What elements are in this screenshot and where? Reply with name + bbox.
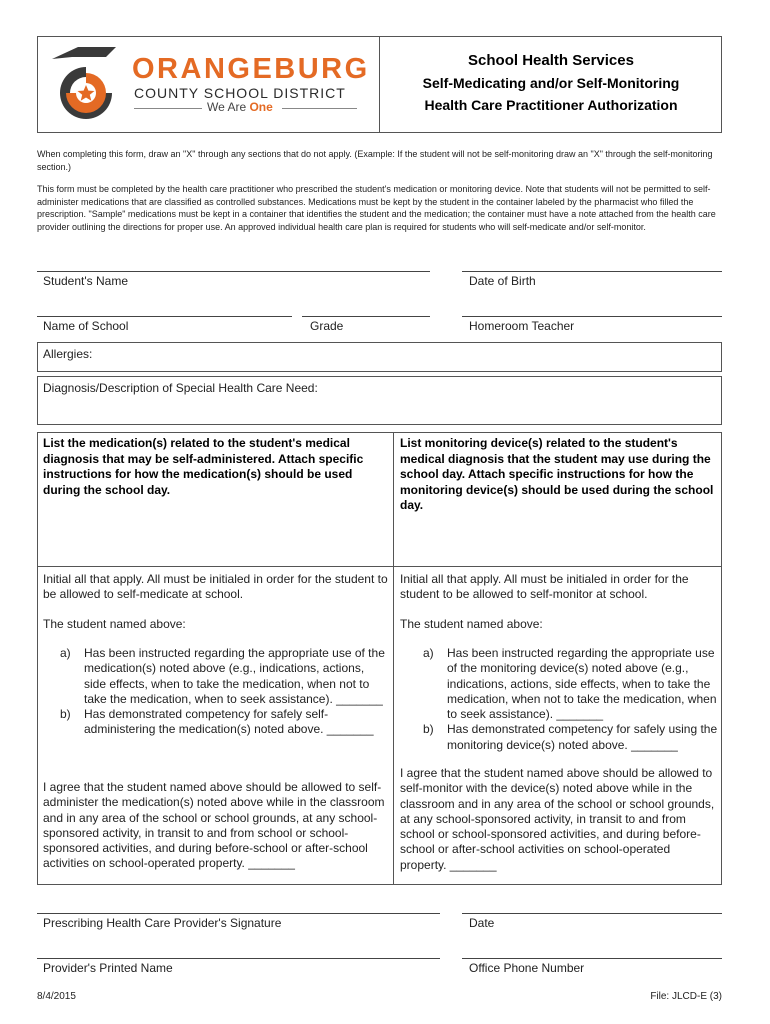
- grade-label: Grade: [310, 319, 344, 333]
- district-emblem-icon: [46, 45, 128, 125]
- medication-list: [60, 646, 385, 738]
- monitoring-list: [423, 646, 719, 753]
- logo-tagline: We Are One: [207, 100, 273, 114]
- homeroom-line[interactable]: [462, 316, 722, 317]
- logo-rule-left: [134, 108, 202, 109]
- printed-name-line[interactable]: [37, 958, 440, 959]
- date-label: Date: [469, 916, 495, 930]
- list-item: b) Has demonstrated competency for safely using the monitoring device(s) noted above. _______: [423, 722, 718, 752]
- diagnosis-label: Diagnosis/Description of Special Health Care Need:: [43, 381, 318, 395]
- row-divider: [37, 566, 722, 567]
- column-divider: [393, 432, 394, 885]
- printed-name-label: Provider's Printed Name: [43, 961, 173, 975]
- medication-heading: List the medication(s) related to the student's medical diagnosis that may be self-administered. Attach specific instructions for how the medication(s) should be used during the school day.: [43, 436, 364, 497]
- medication-agreement: I agree that the student named above should be allowed to self-administer the medication(s) noted above while in the classroom and in any area of the school or school grounds, at any school-sponsored activity, in transit to and from school or school-sponsored activities, and during before-school or after-school activities on school-operated property. _______: [43, 780, 385, 871]
- office-phone-line[interactable]: [462, 958, 722, 959]
- date-line[interactable]: [462, 913, 722, 914]
- provider-signature-label: Prescribing Health Care Provider's Signature: [43, 916, 282, 930]
- student-name-line[interactable]: [37, 271, 430, 272]
- allergies-label: Allergies:: [43, 347, 93, 361]
- office-phone-label: Office Phone Number: [469, 961, 585, 975]
- monitoring-agreement: I agree that the student named above should be allowed to self-monitor with the device(s) noted above while in the classroom and in any area of the school or school grounds, at any school-sponsored activity, in transit to and from school or school-sponsored activities, and during before-school or after-school activities on school-operated property. _______: [400, 766, 715, 872]
- list-item: a) Has been instructed regarding the appropriate use of the medication(s) noted above (e.g., indications, actions, side effects, when to take the medication, when not to take the medication, when to seek assistance). _______: [60, 646, 385, 706]
- list-item: b) Has demonstrated competency for safely self-administering the medication(s) noted above. _______: [60, 707, 374, 737]
- form-subtitle-2: Health Care Practitioner Authorization: [424, 97, 678, 113]
- medication-named-above: The student named above:: [43, 617, 186, 631]
- footer-file: File: JLCD-E (3): [650, 991, 722, 1002]
- school-name-line[interactable]: [37, 316, 292, 317]
- logo-rule-right: [282, 108, 357, 109]
- homeroom-label: Homeroom Teacher: [469, 319, 575, 333]
- monitoring-heading: List monitoring device(s) related to the student's medical diagnosis that the student may use during the school day. Attach specific instructions for how the monitoring device(s) should be used during the school day.: [400, 436, 714, 512]
- logo-county: COUNTY SCHOOL DISTRICT: [134, 85, 346, 101]
- district-logo: [46, 45, 370, 125]
- form-title: School Health Services: [468, 52, 634, 69]
- instructions-paragraph-2: This form must be completed by the health care practitioner who prescribed the student's medication or monitoring device. Note that students will not be permitted to self-administer medications that are classified as controlled substances. Medications must be kept by the student in the container labeled by the pharmacist who filled the prescription. "Sample" medications must be kept in a container that identifies the student and the medication; the container must have a note attached from the health care provider outlining the directions for proper use. An approved individual health care plan is required for students who will self-medicate and/or self-monitor.: [37, 184, 716, 232]
- provider-signature-line[interactable]: [37, 913, 440, 914]
- footer-date: 8/4/2015: [37, 991, 76, 1002]
- form-title-block: [381, 50, 721, 116]
- logo-name: ORANGEBURG: [132, 53, 370, 85]
- student-name-label: Student's Name: [43, 274, 129, 288]
- dob-line[interactable]: [462, 271, 722, 272]
- monitoring-initial-note: Initial all that apply. All must be initialed in order for the student to be allowed to self-monitor at school.: [400, 572, 689, 602]
- school-name-label: Name of School: [43, 319, 129, 333]
- monitoring-named-above: The student named above:: [400, 617, 543, 631]
- form-subtitle-1: Self-Medicating and/or Self-Monitoring: [422, 75, 680, 91]
- allergies-box[interactable]: [37, 342, 722, 372]
- medication-initial-note: Initial all that apply. All must be initialed in order for the student to be allowed to self-medicate at school.: [43, 572, 388, 602]
- list-item: a) Has been instructed regarding the appropriate use of the monitoring device(s) noted above (e.g., indications, actions, side effects, when to take the medication, when not to take the medication, when to seek assistance). _______: [423, 646, 717, 722]
- instructions-paragraph-1: When completing this form, draw an "X" through any sections that do not apply. (Example: If the student will not be self-monitoring draw an "X" through the self-monitoring section.): [37, 149, 713, 172]
- dob-label: Date of Birth: [469, 274, 536, 288]
- grade-line[interactable]: [302, 316, 430, 317]
- header-divider: [379, 36, 380, 133]
